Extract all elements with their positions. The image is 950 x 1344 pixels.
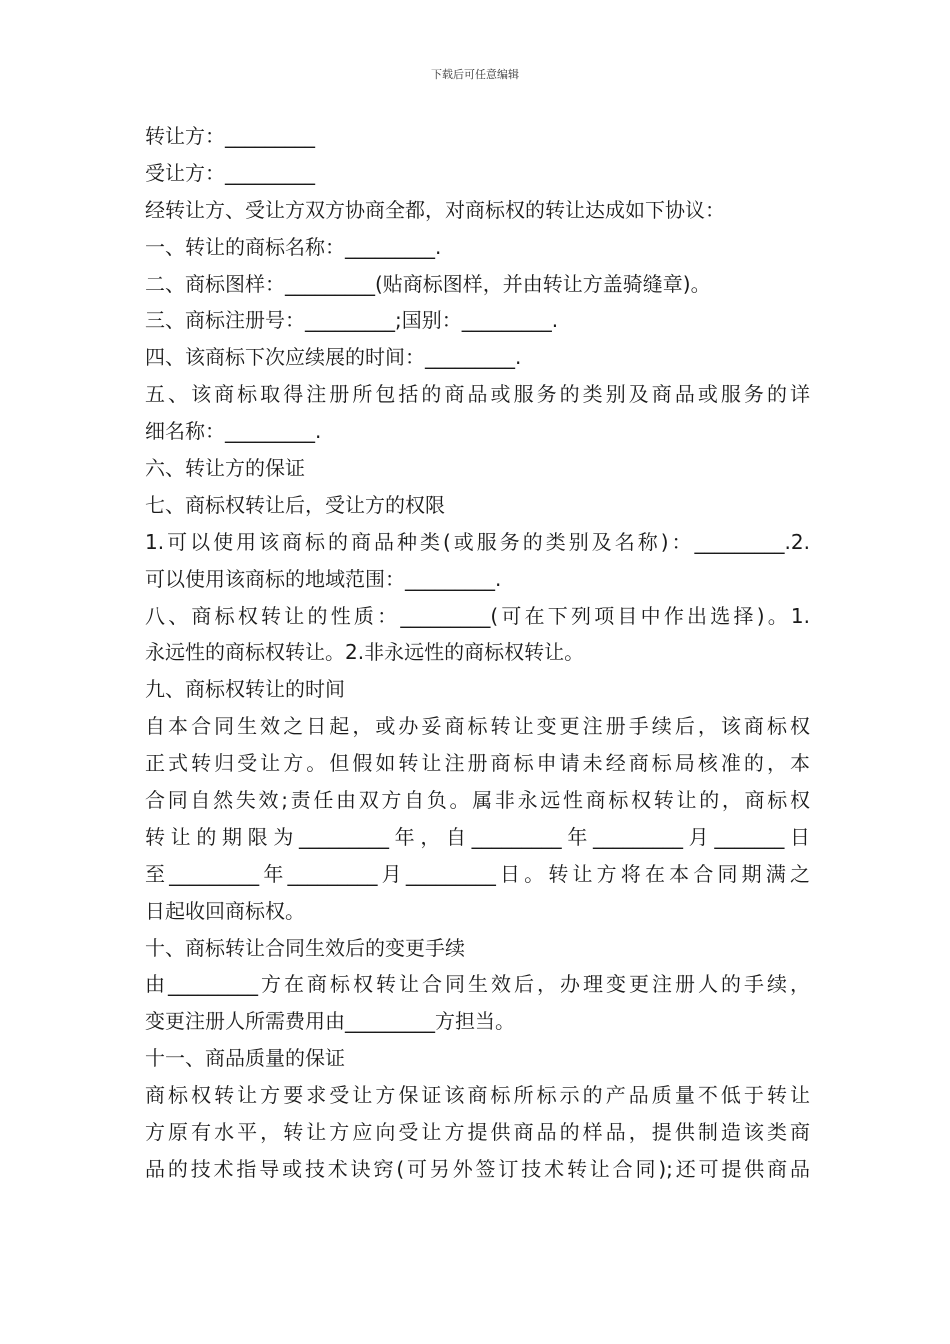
text-line: 一、转让的商标名称：_________. (145, 234, 442, 259)
text-line: 五、该商标取得注册所包括的商品或服务的类别及商品或服务的详 (145, 382, 810, 407)
text-line: 日起收回商标权。 (145, 898, 305, 923)
text-line: 转让的期限为_________年，自_________年_________月_______日 (145, 824, 810, 849)
text-line: 转让方：_________ (145, 124, 315, 148)
text-line: 十、商标转让合同生效后的变更手续 (145, 935, 465, 960)
text-line: 受让方：_________ (145, 160, 315, 185)
text-line: 可以使用该商标的地域范围：_________. (145, 566, 502, 591)
text-line: 至_________年_________月_________日。转让方将在本合同期满之 (145, 861, 810, 886)
text-line: 1.可以使用该商标的商品种类(或服务的类别及名称)：_________.2. (145, 529, 810, 554)
text-line: 十一、商品质量的保证 (145, 1046, 345, 1071)
text-line: 四、该商标下次应续展的时间：_________. (145, 345, 522, 370)
text-line: 六、转让方的保证 (145, 456, 305, 481)
text-line: 合同自然失效;责任由双方自负。属非永远性商标权转让的，商标权 (145, 788, 810, 813)
text-line: 变更注册人所需费用由_________方担当。 (145, 1009, 515, 1034)
document-body (145, 118, 810, 1188)
text-line: 二、商标图样：_________(贴商标图样，并由转让方盖骑缝章)。 (145, 271, 711, 296)
text-line: 三、商标注册号：_________;国别：_________. (145, 308, 559, 333)
text-line: 经转让方、受让方双方协商全都，对商标权的转让达成如下协议： (145, 197, 725, 222)
text-line: 品的技术指导或技术诀窍(可另外签订技术转让合同);还可提供商品 (145, 1156, 810, 1181)
text-line: 细名称：_________. (145, 419, 322, 444)
page-header-note: 下载后可任意编辑 (431, 68, 519, 81)
text-line: 正式转归受让方。但假如转让注册商标申请未经商标局核准的，本 (145, 751, 810, 776)
text-line: 九、商标权转让的时间 (145, 677, 345, 702)
text-line: 方原有水平，转让方应向受让方提供商品的样品，提供制造该类商 (145, 1120, 810, 1145)
text-line: 自本合同生效之日起，或办妥商标转让变更注册手续后，该商标权 (145, 714, 810, 739)
text-line: 永远性的商标权转让。2.非永远性的商标权转让。 (145, 640, 585, 665)
text-line: 八、商标权转让的性质：_________(可在下列项目中作出选择)。1. (145, 603, 810, 628)
text-line: 由_________方在商标权转让合同生效后，办理变更注册人的手续， (145, 972, 810, 997)
text-line: 七、商标权转让后，受让方的权限 (145, 492, 445, 517)
text-line: 商标权转让方要求受让方保证该商标所标示的产品质量不低于转让 (145, 1083, 810, 1108)
